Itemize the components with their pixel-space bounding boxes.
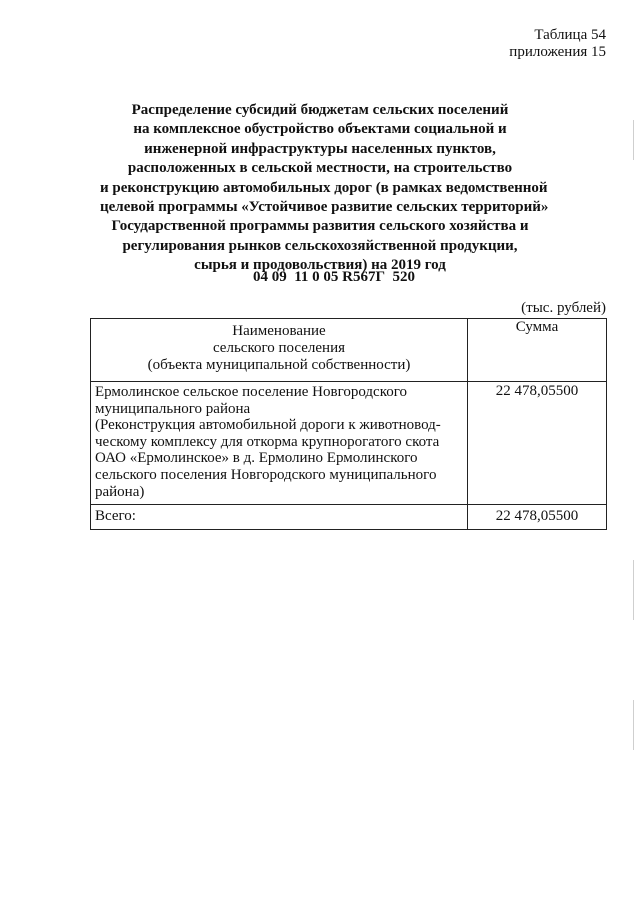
- scan-edge-mark: [633, 120, 634, 160]
- total-label: Всего:: [91, 505, 468, 530]
- header-name: [91, 319, 468, 382]
- appendix-number: приложения 15: [509, 44, 606, 60]
- document-title: [100, 101, 549, 276]
- header-name-line: (объекта муниципальной собственности): [147, 357, 411, 373]
- title-line: инженерной инфраструктуры населенных пунктов,: [144, 140, 496, 157]
- title-line: Распределение субсидий бюджетам сельских поселений: [131, 102, 509, 118]
- table-header-row: [91, 319, 607, 382]
- subsidy-table: [90, 318, 607, 530]
- title-line: на комплексное обустройство объектами социальной и: [133, 121, 507, 138]
- units-label: (тыс. рублей): [521, 300, 606, 316]
- title-line: сырья и продовольствия) на 2019 год: [194, 257, 446, 274]
- settlement-name-line: (Реконструкция автомобильной дороги к животновод-: [95, 417, 441, 434]
- title-line: целевой программы «Устойчивое развитие сельских территорий»: [100, 199, 549, 216]
- settlement-name-line: сельского поселения Новгородского муниципального: [95, 466, 437, 483]
- budget-code: 04 09 11 0 05 R567Г 520: [252, 269, 416, 285]
- header-name-line: сельского поселения: [212, 340, 346, 356]
- settlement-sum-cell: 22 478,05500: [468, 382, 607, 505]
- settlement-name-cell: [91, 382, 468, 505]
- title-line: и реконструкцию автомобильных дорог (в рамках ведомственной: [100, 179, 548, 196]
- settlement-name-line: ОАО «Ермолинское» в д. Ермолино Ермолинского: [95, 450, 418, 467]
- header-name-line: Наименование: [232, 323, 326, 339]
- title-line: регулирования рынков сельскохозяйственной продукции,: [122, 237, 518, 254]
- settlement-name-line: района): [95, 483, 145, 500]
- title-line: Государственной программы развития сельского хозяйства и: [111, 218, 529, 235]
- settlement-name-line: Ермолинское сельское поселение Новгородского: [95, 384, 408, 400]
- settlement-name-line: муниципального района: [95, 400, 251, 417]
- table-number: Таблица 54: [534, 27, 606, 43]
- table-row: [91, 382, 607, 505]
- total-sum: 22 478,05500: [468, 505, 607, 530]
- scan-edge-mark: [633, 700, 634, 750]
- settlement-name-line: ческому комплексу для откорма крупнорогатого скота: [95, 433, 440, 450]
- table-reference: [509, 27, 606, 61]
- header-sum: Сумма: [468, 319, 607, 382]
- total-row: [91, 505, 607, 530]
- title-line: расположенных в сельской местности, на строительство: [127, 160, 513, 177]
- scan-edge-mark: [633, 560, 634, 620]
